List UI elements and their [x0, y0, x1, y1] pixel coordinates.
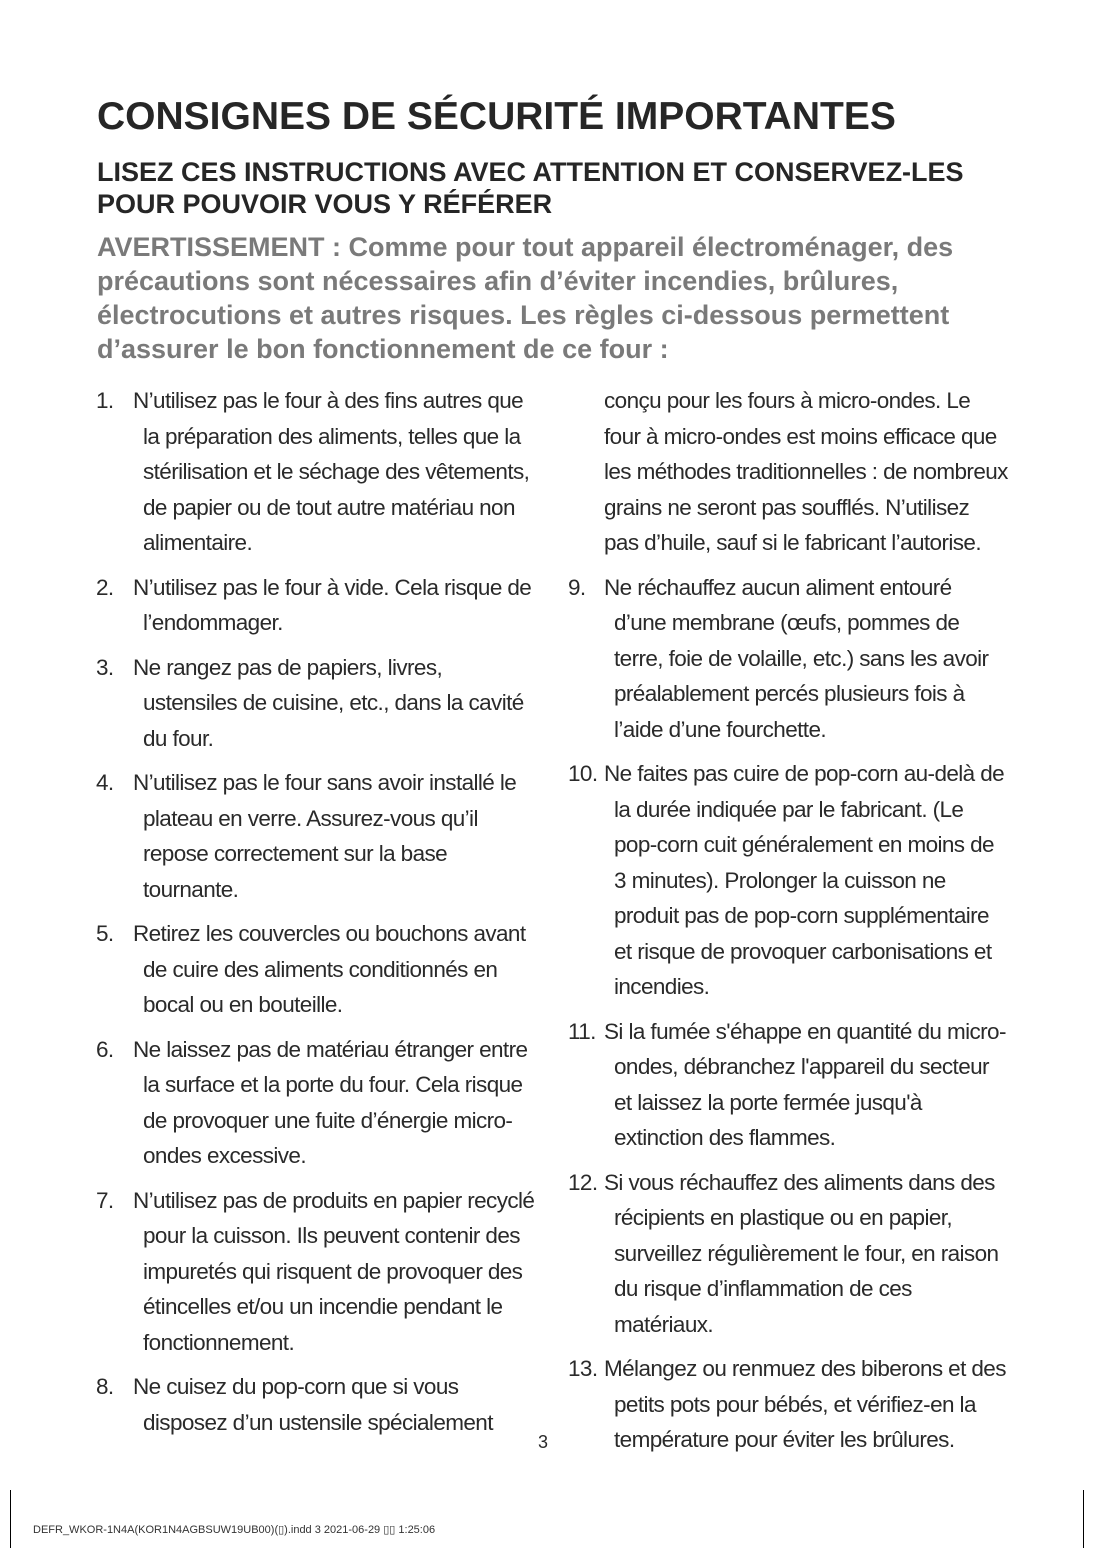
item-text: N’utilisez pas le four à des fins autres que la préparation des aliments, telles que la stérilisation et le séchage des vêtements, de papier ou de tout autre matériau non alimentaire.	[133, 388, 530, 555]
right-column	[568, 383, 1008, 1467]
item-text: N’utilisez pas le four à vide. Cela risque de l’endommager.	[133, 574, 532, 635]
crop-mark	[1083, 1490, 1084, 1548]
item-text: Retirez les couvercles ou bouchons avant de cuire des aliments conditionnés en bocal ou en bouteille.	[133, 921, 526, 1017]
item-number: 13.	[568, 1356, 598, 1381]
list-item	[568, 570, 1008, 748]
item-text: N’utilisez pas le four sans avoir installé le plateau en verre. Assurez-vous qu’il repose correctement sur la base tournante.	[133, 770, 517, 902]
item-number: 4.	[96, 770, 114, 795]
item-text: Si la fumée s'éhappe en quantité du micro-ondes, débranchez l'appareil du secteur et laissez la porte fermée jusqu'à extinction des flammes.	[604, 1018, 1006, 1150]
list-item	[568, 1014, 1008, 1156]
item-text: Ne réchauffez aucun aliment entouré d’une membrane (œufs, pommes de terre, foie de volaille, etc.) sans les avoir préalablement percés plusieurs fois à l’aide d’une fourchette.	[604, 574, 989, 742]
list-item	[96, 916, 536, 1023]
item-number: 1.	[96, 388, 114, 413]
item-number: 10.	[568, 761, 598, 786]
item-text: Ne rangez pas de papiers, livres, ustensiles de cuisine, etc., dans la cavité du four.	[133, 654, 524, 751]
list-item	[96, 383, 536, 561]
page-title: CONSIGNES DE SÉCURITÉ IMPORTANTES	[97, 95, 896, 138]
item-number: 6.	[96, 1036, 114, 1062]
print-slug-footer: DEFR_WKOR-1N4A(KOR1N4AGBSUW19UB00)(▯).indd 3 2021-06-29 ▯▯ 1:25:06	[33, 1524, 436, 1536]
item-number: 9.	[568, 574, 586, 600]
item-text: Ne faites pas cuire de pop-corn au-delà de la durée indiquée par le fabricant. (Le pop-corn cuit généralement en moins de 3 minutes). Prolonger la cuisson ne produit pas de pop-corn supplémentaire et risque de provoquer carbonisations et incendies.	[604, 761, 1005, 999]
list-item	[568, 756, 1008, 1005]
item-number: 7.	[96, 1187, 114, 1213]
item-number: 5.	[96, 921, 114, 946]
item-text: Si vous réchauffez des aliments dans des récipients en plastique ou en papier, surveillez régulièrement le four, en raison du risque d’inflammation de ces matériaux.	[604, 1169, 999, 1337]
list-item	[96, 1369, 536, 1440]
item-number: 11.	[568, 1018, 596, 1044]
list-item	[568, 1351, 1008, 1458]
page-number: 3	[538, 1432, 549, 1452]
list-item	[96, 1183, 536, 1361]
list-item-continuation: conçu pour les fours à micro-ondes. Le four à micro-ondes est moins efficace que les méthodes traditionnelles : de nombreux grains ne seront pas soufflés. N’utilisez pas d’huile, sauf si le fabricant l’autorise.	[604, 388, 1008, 555]
item-number: 12.	[568, 1169, 598, 1195]
list-item	[96, 570, 536, 641]
list-item	[96, 650, 536, 757]
left-column	[96, 383, 536, 1449]
item-number: 8.	[96, 1374, 114, 1399]
item-number: 3.	[96, 654, 114, 680]
item-number: 2.	[96, 574, 114, 600]
item-text: Ne laissez pas de matériau étranger entre la surface et la porte du four. Cela risque de provoquer une fuite d’énergie micro-ondes excessive.	[133, 1036, 528, 1168]
item-text: N’utilisez pas de produits en papier recyclé pour la cuisson. Ils peuvent contenir des impuretés qui risquent de provoquer des étincelles et/ou un incendie pendant le fonctionnement.	[133, 1187, 535, 1355]
list-item	[568, 1165, 1008, 1343]
crop-mark	[10, 1490, 11, 1548]
subtitle: LISEZ CES INSTRUCTIONS AVEC ATTENTION ET CONSERVEZ-LES POUR POUVOIR VOUS Y RÉFÉRER	[97, 157, 964, 219]
list-item	[96, 1032, 536, 1174]
item-text: Mélangez ou renmuez des biberons et des petits pots pour bébés, et vérifiez-en la température pour éviter les brûlures.	[604, 1356, 1006, 1452]
item-text: Ne cuisez du pop-corn que si vous disposez d’un ustensile spécialement	[133, 1374, 493, 1435]
list-item	[96, 765, 536, 907]
warning-paragraph: AVERTISSEMENT : Comme pour tout appareil électroménager, des précautions sont nécessaires afin d’éviter incendies, brûlures, électrocutions et autres risques. Les règles ci-dessous permettent d’assurer le bon fonctionnement de ce four :	[97, 232, 954, 364]
